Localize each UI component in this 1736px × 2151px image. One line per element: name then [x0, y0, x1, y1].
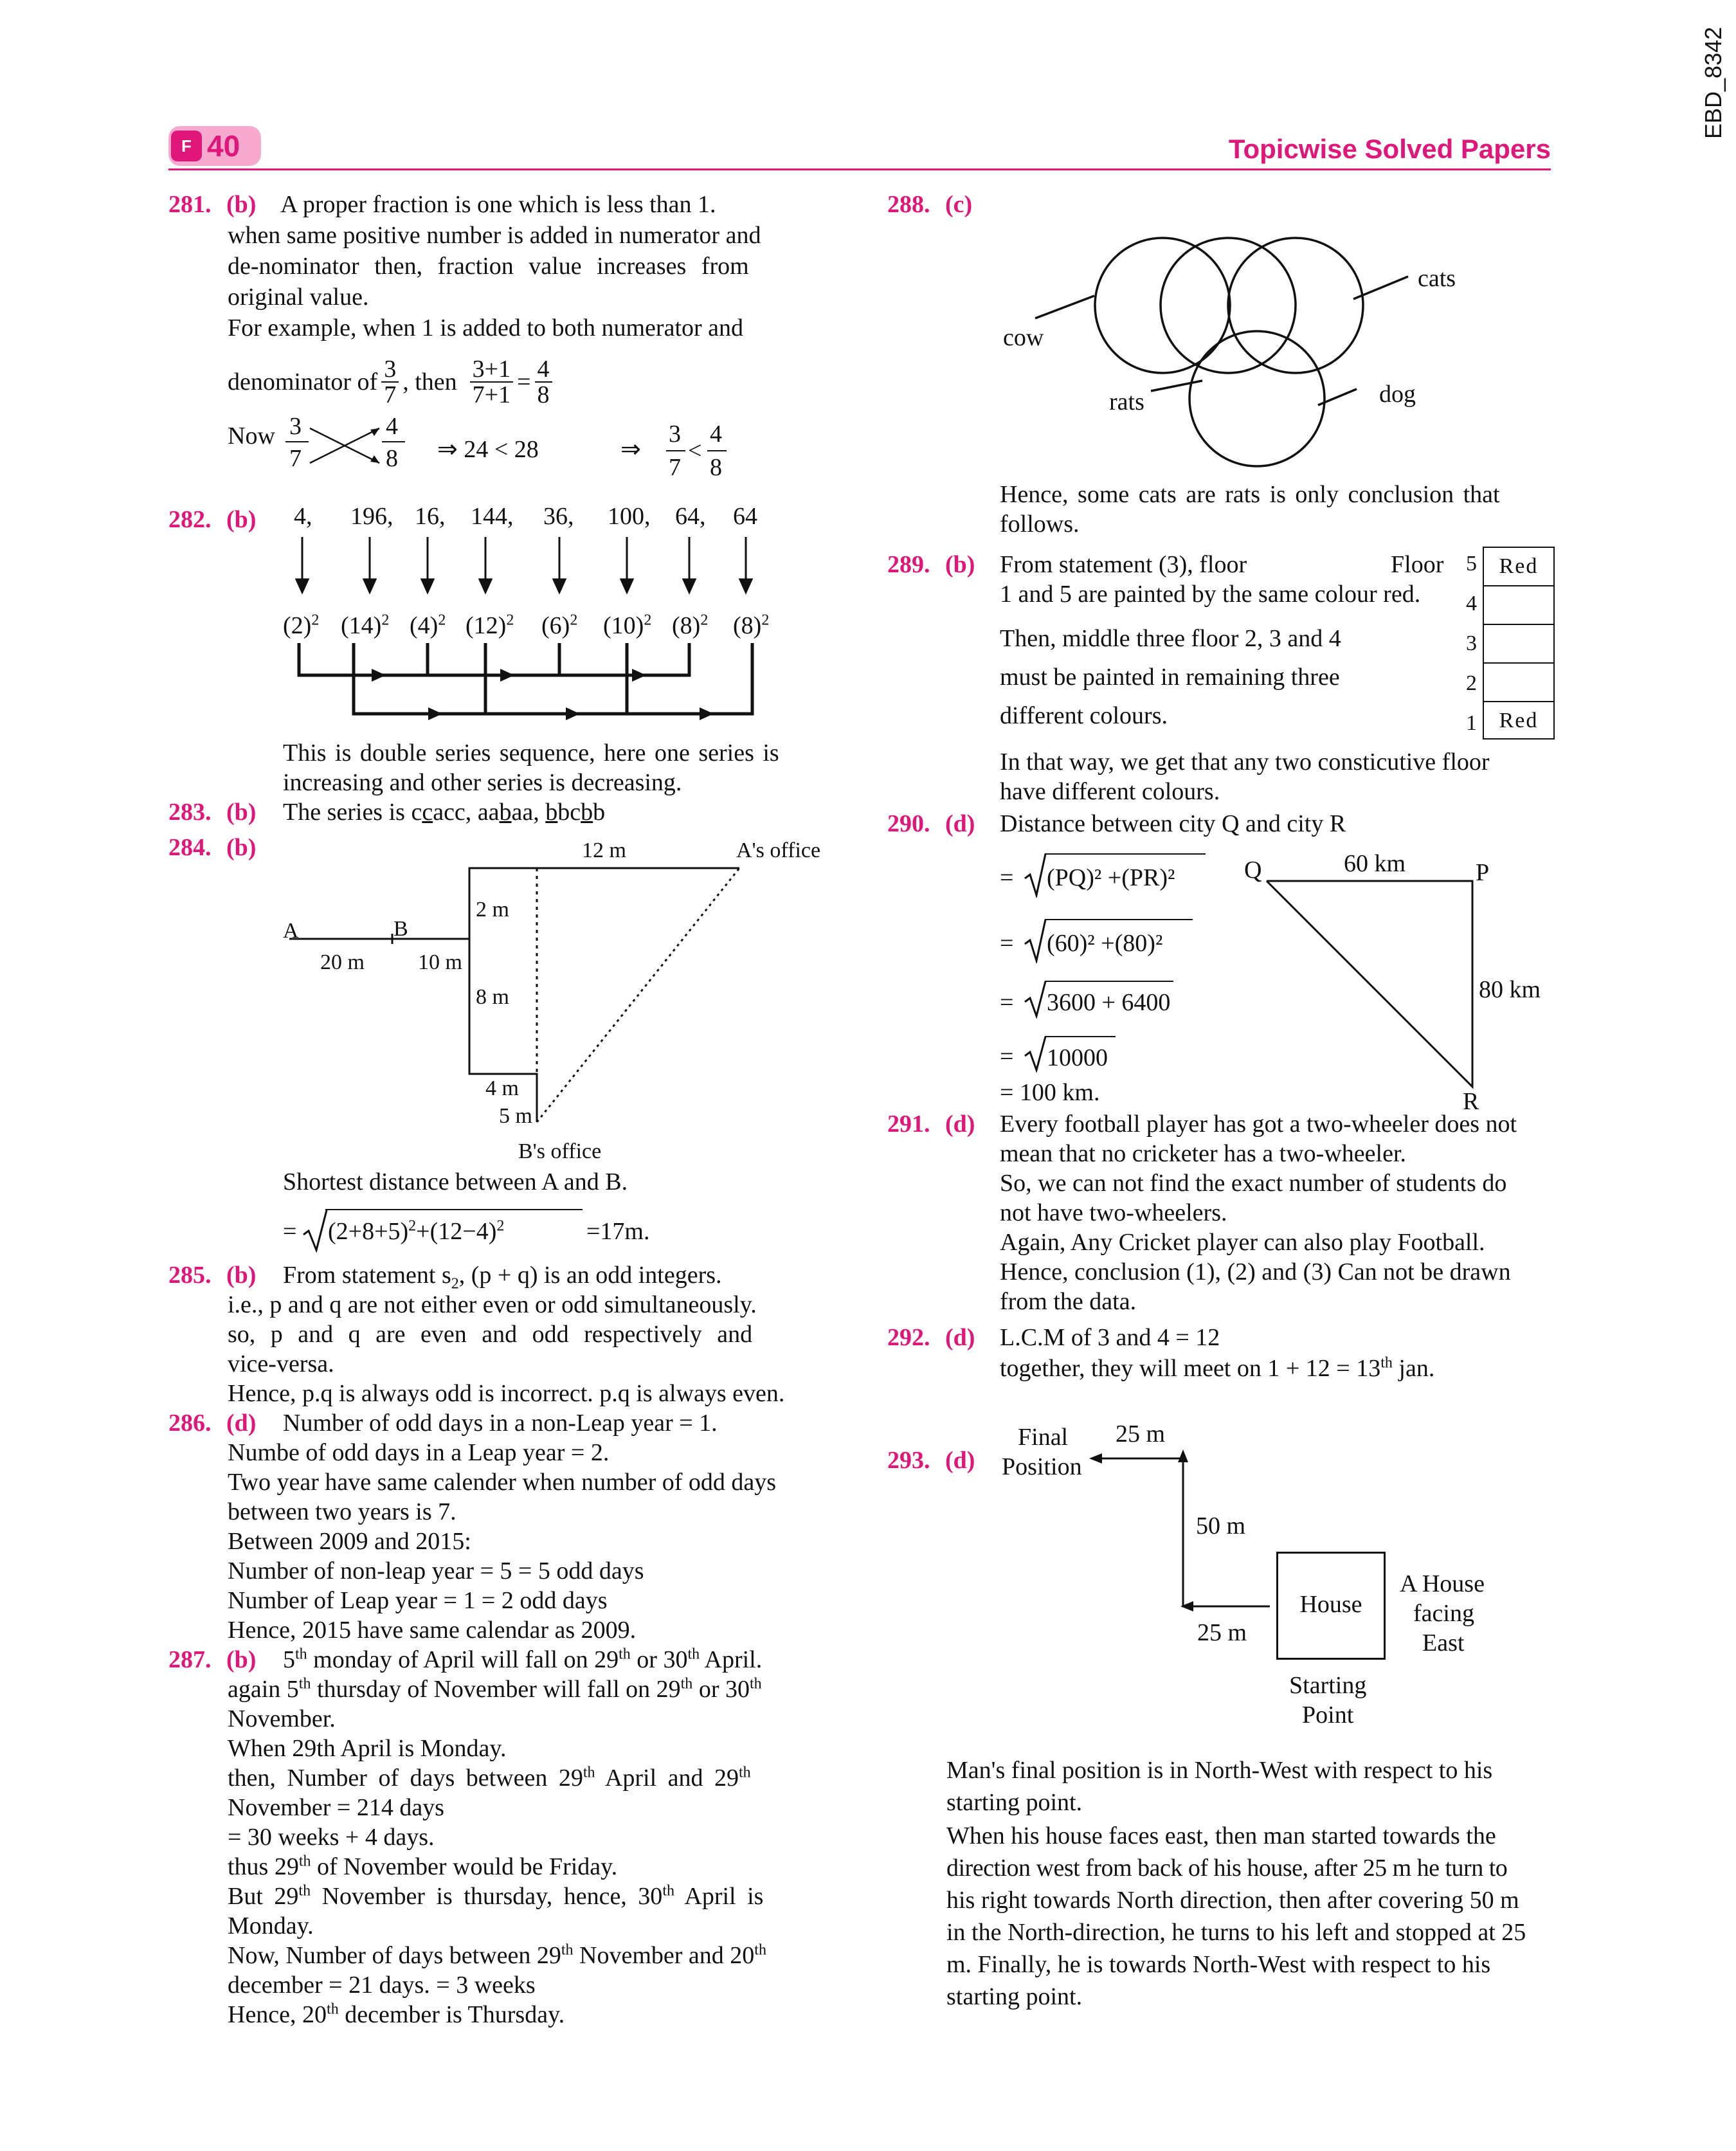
- q281-implication-arrow: ⇒: [620, 436, 641, 463]
- ordinal: th: [327, 2001, 339, 2018]
- ordinal: th: [662, 1882, 674, 1900]
- ordinal: th: [561, 1941, 574, 1959]
- equals: =: [517, 368, 531, 395]
- series-term: 64,: [675, 503, 706, 530]
- series-base: [603, 611, 651, 640]
- series-term: 64: [733, 503, 757, 530]
- text: or 30: [630, 1646, 688, 1673]
- label-20m: 20 m: [320, 950, 365, 974]
- text: again 5: [228, 1676, 299, 1703]
- label-b-office: B's office: [518, 1139, 602, 1163]
- page-number: 40: [207, 129, 240, 163]
- q284-answer: (b): [226, 834, 257, 861]
- q292-line: L.C.M of 3 and 4 = 12: [1000, 1324, 1220, 1351]
- denominator: 7: [384, 381, 397, 408]
- base: (8): [733, 612, 762, 639]
- q287-answer: (b): [226, 1646, 257, 1673]
- q288-number: 288.: [887, 191, 930, 218]
- venn-label-dog: dog: [1379, 381, 1416, 408]
- underlined-letter: b: [545, 799, 558, 826]
- underlined-letter: b: [499, 799, 512, 826]
- q291-line: mean that no cricketer has a two-wheeler.: [1000, 1140, 1406, 1167]
- radical-bar: [1045, 981, 1173, 982]
- q282-explanation: This is double series sequence, here one series is: [283, 740, 779, 767]
- radical-icon: [1024, 918, 1047, 963]
- formula-result: =17m.: [586, 1218, 650, 1245]
- base: (2): [283, 612, 312, 639]
- radicand: (PQ)² +(PR)²: [1047, 864, 1175, 891]
- q293-line: starting point.: [946, 1789, 1083, 1816]
- text: April is: [674, 1883, 764, 1910]
- text: jan.: [1392, 1355, 1435, 1382]
- numerator: 4: [535, 357, 552, 383]
- text: together, they will meet on 1 + 12 = 13: [1000, 1355, 1381, 1382]
- ordinal: th: [295, 1646, 307, 1663]
- header-rule: [168, 168, 1551, 170]
- side-60km: 60 km: [1344, 850, 1406, 877]
- text: But 29: [228, 1883, 299, 1910]
- q290-result: = 100 km.: [1000, 1079, 1100, 1106]
- route-diagram: [1087, 1440, 1286, 1665]
- radical-icon: [1024, 853, 1047, 898]
- text: Now, Number of days between 29: [228, 1942, 561, 1969]
- q289-line: In that way, we get that any two consticutive floor: [1000, 749, 1490, 776]
- q281-example: [228, 357, 556, 407]
- denominator: 8: [537, 381, 550, 408]
- radical-icon: [1024, 980, 1047, 1019]
- label-final: Final: [1018, 1424, 1069, 1451]
- house-box: [1276, 1552, 1386, 1660]
- ordinal: th: [298, 1882, 311, 1900]
- q281-line: For example, when 1 is added to both numerator and: [228, 314, 744, 341]
- q291-answer: (d): [945, 1111, 975, 1138]
- vertex-q: Q: [1244, 857, 1262, 884]
- venn-label-rats: rats: [1109, 388, 1144, 415]
- denominator: 7+1: [472, 381, 511, 408]
- text: From statement s: [283, 1262, 451, 1289]
- q286-line: Numbe of odd days in a Leap year = 2.: [228, 1439, 610, 1466]
- text: acc,: [433, 799, 478, 826]
- ordinal: th: [687, 1646, 700, 1663]
- q281-implication: ⇒ 24 < 28: [437, 436, 539, 463]
- series-term: 16,: [415, 503, 446, 530]
- q287-line: [228, 1675, 762, 1704]
- radical-icon: [302, 1209, 328, 1253]
- fraction: [535, 357, 552, 407]
- q287-line: [228, 1882, 763, 1911]
- floor-cell: [1484, 586, 1553, 625]
- radical-bar: [325, 1209, 583, 1210]
- less-than: <: [688, 437, 702, 464]
- q293-line: starting point.: [946, 1983, 1083, 2010]
- text: bc: [557, 799, 581, 826]
- q286-answer: (d): [226, 1410, 257, 1437]
- floor-table: [1466, 547, 1556, 740]
- series-base: [410, 611, 446, 640]
- q281-text: denominator of: [228, 368, 378, 395]
- equals: =: [1000, 1043, 1014, 1070]
- q293-line: direction west from back of his house, after 25 m he turn to: [946, 1855, 1508, 1882]
- text: thus 29: [228, 1853, 299, 1880]
- q293-answer: (d): [945, 1447, 975, 1474]
- exponent: 2: [761, 612, 770, 629]
- text: december is Thursday.: [338, 2001, 565, 2028]
- q281-number: 281.: [168, 191, 212, 218]
- numerator: 3: [289, 413, 302, 440]
- denominator: 7: [289, 445, 302, 472]
- floor-number: 4: [1466, 592, 1477, 615]
- q288-conclusion: Hence, some cats are rats is only conclusion that: [1000, 481, 1500, 508]
- underlined-letter: b: [581, 799, 593, 826]
- radicand: 3600 + 6400: [1047, 989, 1171, 1016]
- label-25m-top: 25 m: [1116, 1420, 1166, 1448]
- series-base: [672, 611, 708, 640]
- denominator: 8: [710, 454, 722, 481]
- side-code: [1697, 6, 1730, 148]
- side-80km: 80 km: [1479, 976, 1541, 1003]
- q287-line: [228, 1763, 751, 1793]
- label-50m: 50 m: [1196, 1512, 1246, 1539]
- q289-line: 1 and 5 are painted by the same colour red.: [1000, 581, 1421, 608]
- term: (12−4): [429, 1218, 497, 1245]
- q287-line: Monday.: [228, 1912, 314, 1939]
- base: (8): [672, 612, 701, 639]
- series-term: 36,: [543, 503, 574, 530]
- q286-number: 286.: [168, 1410, 212, 1437]
- floor-number: 5: [1466, 552, 1477, 576]
- series-base: [341, 611, 389, 640]
- exponent: 2: [496, 1217, 505, 1235]
- q281-line: de-nominator then, fraction value increases from: [228, 253, 749, 280]
- text: of November would be Friday.: [311, 1853, 618, 1880]
- text: April and 29: [595, 1765, 739, 1792]
- q283-answer: (b): [226, 799, 257, 826]
- venn-label-cow: cow: [1003, 324, 1044, 351]
- q287-line: November = 214 days: [228, 1794, 444, 1821]
- exponent: 2: [438, 612, 446, 629]
- q287-line: [228, 1852, 617, 1882]
- numerator: 3: [669, 421, 681, 448]
- house-label: House: [1299, 1591, 1362, 1618]
- label-point-a: A: [283, 919, 299, 943]
- q286-line: Number of non-leap year = 5 = 5 odd days: [228, 1557, 644, 1584]
- q284-formula: [283, 1209, 733, 1254]
- denominator: 8: [386, 445, 398, 472]
- text: , (p + q) is an odd integers.: [458, 1262, 722, 1289]
- q287-line: = 30 weeks + 4 days.: [228, 1824, 435, 1851]
- down-arrows-icon: [283, 537, 772, 595]
- radicand: (60)² +(80)²: [1047, 930, 1163, 957]
- q291-number: 291.: [887, 1111, 930, 1138]
- q293-line: m. Finally, he is towards North-West with respect to his: [946, 1951, 1491, 1978]
- q291-line: from the data.: [1000, 1288, 1137, 1315]
- subscript: 2: [451, 1275, 459, 1293]
- text: aa: [477, 799, 500, 826]
- q281-answer: (b): [226, 191, 257, 218]
- running-title: Topicwise Solved Papers: [1228, 134, 1551, 164]
- underlined-letter: c: [422, 799, 433, 826]
- q289-number: 289.: [887, 551, 930, 578]
- label-5m: 5 m: [499, 1104, 532, 1128]
- floor-label: Floor: [1391, 551, 1444, 578]
- series-base: [541, 611, 577, 640]
- q287-line: december = 21 days. = 3 weeks: [228, 1972, 536, 1999]
- equals: =: [1000, 989, 1014, 1016]
- facing-label: East: [1422, 1629, 1465, 1656]
- q287-number: 287.: [168, 1646, 212, 1673]
- base: (6): [541, 612, 570, 639]
- exponent: 2: [408, 1217, 417, 1235]
- fraction-bar: [666, 450, 685, 451]
- q291-line: So, we can not find the exact number of students do: [1000, 1170, 1507, 1197]
- q287-line: [228, 2000, 565, 2029]
- text: c: [411, 799, 422, 826]
- q281-line: original value.: [228, 284, 369, 311]
- q286-line: Number of Leap year = 1 = 2 odd days: [228, 1587, 608, 1614]
- facing-label: facing: [1413, 1600, 1474, 1627]
- base: (10): [603, 612, 644, 639]
- floor-number: 2: [1466, 671, 1477, 695]
- q281-line: when same positive number is added in numerator and: [228, 222, 761, 249]
- q289-line: different colours.: [1000, 702, 1168, 729]
- venn-label-cats: cats: [1418, 265, 1456, 292]
- exponent: 2: [644, 612, 652, 629]
- q285-line: i.e., p and q are not either even or odd simultaneously.: [228, 1291, 757, 1318]
- series-term: 100,: [608, 503, 651, 530]
- floor-cell: [1484, 625, 1553, 664]
- exponent: 2: [381, 612, 390, 629]
- cross-arrows-icon: [307, 423, 384, 468]
- radical-icon: [1024, 1035, 1047, 1073]
- ordinal: th: [739, 1764, 751, 1781]
- q286-line: Number of odd days in a non-Leap year = 1.: [283, 1410, 718, 1437]
- exponent: 2: [311, 612, 320, 629]
- denominator: 7: [669, 454, 681, 481]
- q289-line: have different colours.: [1000, 778, 1220, 805]
- q291-line: not have two-wheelers.: [1000, 1199, 1227, 1226]
- radicand: 10000: [1047, 1044, 1108, 1071]
- q281-line: A proper fraction is one which is less than 1.: [280, 191, 716, 218]
- series-term: 144,: [471, 503, 514, 530]
- base: (4): [410, 612, 439, 639]
- text: Hence, 20: [228, 2001, 327, 2028]
- exponent: 2: [700, 612, 709, 629]
- equals: =: [1000, 930, 1014, 957]
- q285-number: 285.: [168, 1262, 212, 1289]
- q286-line: Between 2009 and 2015:: [228, 1528, 471, 1555]
- q281-text: , then: [402, 368, 457, 395]
- ordinal: th: [749, 1675, 762, 1693]
- q285-line: so, p and q are even and odd respectively and: [228, 1321, 753, 1348]
- starting-label: Starting: [1289, 1672, 1367, 1699]
- q289-answer: (b): [945, 551, 975, 578]
- text: 5: [283, 1646, 295, 1673]
- base: (14): [341, 612, 382, 639]
- q287-line: November.: [228, 1705, 336, 1732]
- q293-number: 293.: [887, 1447, 930, 1474]
- fraction: [470, 357, 513, 407]
- fraction-bar: [707, 450, 727, 451]
- ordinal: th: [1380, 1354, 1393, 1372]
- q284-statement: Shortest distance between A and B.: [283, 1168, 628, 1195]
- term: (2+8+5): [328, 1218, 409, 1245]
- numerator: 3+1: [470, 357, 513, 383]
- q285-line: vice-versa.: [228, 1350, 334, 1377]
- series-base: [466, 611, 514, 640]
- q284-number: 284.: [168, 834, 212, 861]
- equals: =: [1000, 864, 1014, 891]
- text: November and 20: [573, 1942, 755, 1969]
- q291-line: Again, Any Cricket player can also play Football.: [1000, 1229, 1485, 1256]
- series-base: [733, 611, 769, 640]
- text: April.: [700, 1646, 763, 1673]
- text: The series is: [283, 799, 411, 826]
- text: or 30: [692, 1676, 750, 1703]
- text: monday of April will fall on 29: [307, 1646, 619, 1673]
- label-8m: 8 m: [476, 985, 509, 1009]
- side-code-text: EBD_8342: [1700, 26, 1726, 139]
- q293-line: Man's final position is in North-West with respect to his: [946, 1757, 1493, 1784]
- series-base: [283, 611, 319, 640]
- starting-label: Point: [1302, 1702, 1354, 1729]
- cross-multiplication: [289, 412, 405, 476]
- q289-line: Then, middle three floor 2, 3 and 4: [1000, 625, 1341, 652]
- q285-line: [283, 1260, 722, 1293]
- q285-line: Hence, p.q is always odd is incorrect. p.q is always even.: [228, 1380, 785, 1407]
- q290-number: 290.: [887, 810, 930, 837]
- numerator: 4: [386, 413, 398, 440]
- text: thursday of November will fall on 29: [311, 1676, 681, 1703]
- q286-line: between two years is 7.: [228, 1498, 457, 1525]
- formula-term: [328, 1217, 504, 1246]
- q291-line: Hence, conclusion (1), (2) and (3) Can not be drawn: [1000, 1258, 1511, 1285]
- q289-line: must be painted in remaining three: [1000, 664, 1340, 691]
- label-12m: 12 m: [582, 839, 626, 862]
- label-position: Position: [1002, 1453, 1082, 1480]
- ordinal: th: [754, 1941, 766, 1959]
- q293-line: his right towards North direction, then after covering 50 m: [946, 1887, 1519, 1914]
- text: November is thursday, hence, 30: [311, 1883, 663, 1910]
- ordinal: th: [298, 1853, 311, 1870]
- floor-cell: Red: [1499, 709, 1539, 732]
- badge-letter-box: F: [171, 131, 202, 161]
- text: then, Number of days between 29: [228, 1765, 583, 1792]
- label-25m-bottom: 25 m: [1197, 1619, 1247, 1646]
- fraction: [381, 357, 399, 407]
- q289-line: From statement (3), floor: [1000, 551, 1247, 578]
- facing-label: A House: [1400, 1570, 1485, 1597]
- radical-bar: [1045, 853, 1206, 855]
- text: aa,: [511, 799, 546, 826]
- equals: =: [283, 1218, 297, 1245]
- q291-line: Every football player has got a two-wheeler does not: [1000, 1111, 1517, 1138]
- radical-bar: [1045, 1036, 1116, 1037]
- q286-line: Hence, 2015 have same calendar as 2009.: [228, 1617, 637, 1644]
- triangle-diagram: [1260, 868, 1498, 1106]
- q284-path-diagram: [276, 833, 842, 1167]
- q283-series: [283, 797, 605, 827]
- series-links-diagram: [283, 643, 772, 733]
- q292-number: 292.: [887, 1324, 930, 1351]
- label-2m: 2 m: [476, 898, 509, 921]
- q290-line: Distance between city Q and city R: [1000, 810, 1346, 837]
- q293-line: When his house faces east, then man started towards the: [946, 1822, 1496, 1849]
- q288-conclusion: follows.: [1000, 511, 1080, 538]
- q287-line: When 29th April is Monday.: [228, 1735, 507, 1762]
- vertex-r: R: [1463, 1088, 1479, 1115]
- q288-answer: (c): [945, 191, 973, 218]
- label-10m: 10 m: [418, 950, 462, 974]
- q282-number: 282.: [168, 506, 212, 533]
- floor-cell: Red: [1484, 548, 1553, 586]
- ordinal: th: [583, 1764, 595, 1781]
- radical-bar: [1045, 919, 1193, 920]
- text: b: [593, 799, 606, 826]
- floor-cell: [1484, 664, 1553, 702]
- fraction-bar: [382, 441, 405, 442]
- numerator: 4: [710, 421, 722, 448]
- series-term: 196,: [350, 503, 393, 530]
- base: (12): [466, 612, 507, 639]
- q292-line: [1000, 1354, 1434, 1383]
- label-4m: 4 m: [485, 1076, 519, 1100]
- label-a-office: A's office: [736, 839, 821, 862]
- series-term: 4,: [294, 503, 312, 530]
- ordinal: th: [298, 1675, 311, 1693]
- ordinal: th: [619, 1646, 631, 1663]
- floor-number: 1: [1466, 711, 1477, 735]
- q283-number: 283.: [168, 799, 212, 826]
- q287-line: [228, 1941, 766, 1970]
- venn-diagram: [997, 225, 1447, 482]
- floor-grid: [1483, 547, 1555, 740]
- q287-line: [283, 1645, 762, 1675]
- q292-answer: (d): [945, 1324, 975, 1351]
- q293-line: in the North-direction, he turns to his left and stopped at 25: [946, 1919, 1526, 1946]
- plus: +: [416, 1218, 430, 1245]
- q282-answer: (b): [226, 506, 257, 533]
- q282-explanation: increasing and other series is decreasing.: [283, 769, 682, 796]
- numerator: 3: [381, 357, 399, 383]
- floor-number: 3: [1466, 631, 1477, 655]
- q290-answer: (d): [945, 810, 975, 837]
- vertex-p: P: [1476, 859, 1490, 886]
- ordinal: th: [680, 1675, 693, 1693]
- q286-line: Two year have same calender when number of odd days: [228, 1469, 777, 1496]
- exponent: 2: [506, 612, 514, 629]
- label-point-b: B: [393, 917, 408, 941]
- q285-answer: (b): [226, 1262, 257, 1289]
- fraction-bar: [285, 441, 309, 442]
- q281-now: Now: [228, 422, 275, 449]
- exponent: 2: [570, 612, 578, 629]
